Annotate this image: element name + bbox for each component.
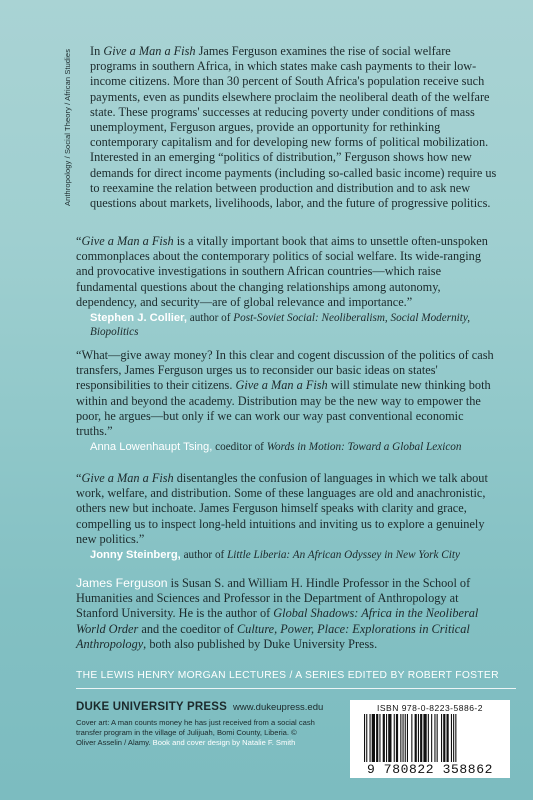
- book-description: [90, 44, 498, 211]
- isbn-text: ISBN 978-0-8223-5886-2: [377, 703, 483, 713]
- barcode-number: 9 780822 358862: [366, 762, 494, 777]
- publisher-url: www.dukeupress.edu: [232, 702, 324, 713]
- quote-attribution: Anna Lowenhaupt Tsing, coeditor of Words in Motion: Toward a Global Lexicon: [90, 441, 462, 454]
- quote-text: “What—give away money? In this clear and cogent discussion of the politics of cash transfers, James Ferguson urges us to reconsider our basic ideas on states' responsibilities to their citizens. Give a Man a Fish will stimulate new thinking both within and beyond the academy. Distribution may be the new way to empower the poor, he argues—but only if we can work our way past conventional economic truths.”: [76, 348, 494, 439]
- quote-text: “Give a Man a Fish is a vitally important book that aims to unsettle often-unspoken commonplaces about the contemporary politics of social welfare. Its wide-ranging and provocative investigations in southern African countries—which raise fundamental questions about the changing relationships among autonomy, dependency, and security—are of global relevance and importance.”: [76, 234, 488, 309]
- quote-attribution: Stephen J. Collier, author of Post-Soviet Social: Neoliberalism, Social Modernity, Biopolitics: [90, 312, 471, 339]
- book-title-ref: Give a Man a Fish: [103, 44, 196, 58]
- subject-categories: Anthropology / Social Theory / African Studies: [63, 48, 72, 206]
- cover-credit: Cover art: A man counts money he has just received from a social cash transfer program in the village of Julijuah, Bomi County, Liberia. © Oliver Asselin / Alamy. Book and cover design by Natalie F. Smith: [76, 718, 315, 747]
- endorsement-tsing: [76, 348, 500, 454]
- author-bio: James Ferguson is Susan S. and William H. Hindle Professor in the School of Humanities and Sciences and Professor in the Department of Anthropology at Stanford University. He is the author of Global Shadows: Africa in the Neoliberal World Order and the coeditor of Culture, Power, Place: Explorations in Critical Anthropology, both also published by Duke University Press.: [76, 576, 479, 651]
- author-name: James Ferguson: [76, 576, 168, 590]
- description-paragraph: In Give a Man a Fish James Ferguson examines the rise of social welfare programs in southern Africa, in which states make cash payments to their low-income citizens. More than 30 percent of South Africa's population receive such payments, even as pundits elsewhere proclaim the neoliberal death of the welfare state. These programs' successes at reducing poverty under conditions of mass unemployment, Ferguson argues, provide an opportunity for rethinking contemporary capitalism and for developing new forms of political mobilization. Interested in an emerging “politics of distribution,” Ferguson shows how new demands for direct income payments (including so-called basic income) require us to reexamine the relation between production and distribution and to ask new questions about markets, livelihoods, labor, and the future of progressive politics.: [90, 44, 497, 211]
- barcode-panel: [350, 700, 510, 778]
- endorsement-collier: [76, 234, 500, 339]
- endorser-name: Stephen J. Collier,: [90, 312, 187, 325]
- publisher-name: DUKE UNIVERSITY PRESS: [76, 701, 227, 713]
- quote-attribution: Jonny Steinberg, author of Little Liberia: An African Odyssey in New York City: [90, 549, 460, 562]
- endorser-name: Anna Lowenhaupt Tsing,: [90, 441, 213, 454]
- divider: [76, 688, 516, 689]
- quote-text: “Give a Man a Fish disentangles the confusion of languages in which we talk about work, welfare, and distribution. Some of these languages are old and anachronistic, others new but inchoate. James Ferguson himself speaks with clarity and grace, compelling us to inspect long-held intuitions and inviting us to explore a genuinely new politics.”: [76, 471, 488, 546]
- publisher-line: [76, 697, 323, 715]
- endorser-name: Jonny Steinberg,: [90, 549, 181, 562]
- endorsement-steinberg: [76, 471, 500, 562]
- series-line: THE LEWIS HENRY MORGAN LECTURES / A SERIES EDITED BY ROBERT FOSTER: [76, 670, 499, 681]
- barcode-icon: [364, 714, 496, 762]
